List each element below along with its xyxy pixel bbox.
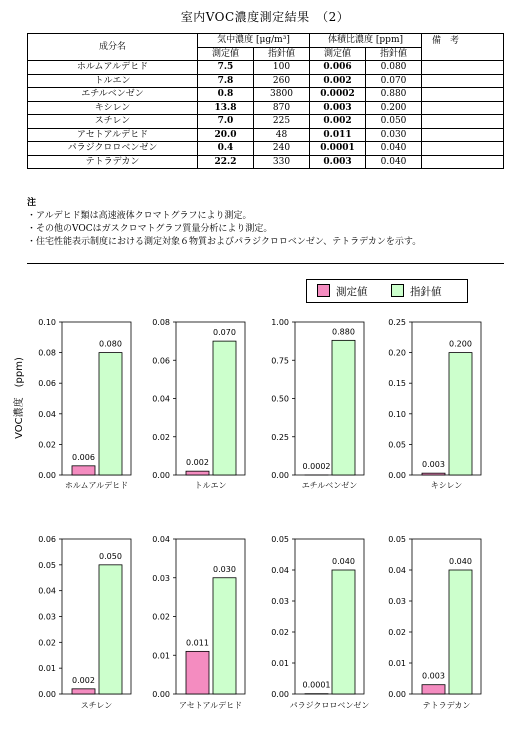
bar-guideline (449, 570, 472, 694)
y-tick-label: 0.00 (388, 471, 406, 480)
y-tick-label: 0.06 (152, 356, 170, 366)
legend-label-guideline: 指針値 (410, 286, 442, 298)
note-item: ・アルデヒド類は高速液体クロマトグラフにより測定。 (27, 211, 252, 221)
data-label: 0.040 (332, 557, 355, 566)
header-ppm-measured: 測定値 (310, 47, 366, 61)
data-label: 0.080 (99, 339, 122, 349)
category-label: キシレン (430, 481, 463, 490)
y-tick-label: 0.05 (38, 560, 56, 570)
data-label: 0.011 (186, 638, 209, 648)
data-label: 0.0002 (302, 461, 331, 471)
air-guideline-cell: 260 (254, 74, 310, 88)
bar-measured (186, 471, 209, 475)
bar-guideline (99, 353, 122, 475)
bar-guideline (213, 341, 236, 475)
ppm-guideline-cell: 0.880 (366, 88, 422, 102)
header-vol-ratio: 体積比濃度 [ppm] (310, 34, 422, 48)
data-label: 0.040 (449, 557, 472, 566)
air-measured-cell: 20.0 (198, 128, 254, 142)
y-tick-label: 0.00 (152, 690, 170, 699)
y-tick-label: 0.02 (38, 440, 56, 450)
y-tick-label: 0.15 (388, 379, 406, 389)
y-tick-label: 0.00 (38, 690, 56, 699)
y-tick-label: 0.00 (388, 690, 406, 699)
data-label: 0.880 (332, 327, 355, 337)
y-tick-label: 0.02 (152, 612, 170, 622)
y-tick-label: 0.02 (388, 628, 406, 637)
category-label: パラジクロロベンゼン (289, 701, 370, 710)
bar-guideline (213, 578, 236, 694)
y-tick-label: 0.01 (388, 659, 406, 668)
bar-measured (72, 689, 95, 694)
notes-heading: 注 (27, 198, 37, 208)
ppm-guideline-cell: 0.050 (366, 115, 422, 129)
y-tick-label: 0.04 (152, 394, 170, 404)
component-name: ホルムアルデヒド (28, 61, 198, 75)
y-tick-label: 0.00 (38, 471, 56, 480)
air-measured-cell: 0.4 (198, 142, 254, 156)
ppm-guideline-cell: 0.070 (366, 74, 422, 88)
category-label: アセトアルデヒド (178, 701, 243, 710)
data-label: 0.002 (72, 675, 95, 685)
ppm-measured-cell: 0.002 (310, 115, 366, 129)
header-air-conc: 気中濃度 [μg/m³] (198, 34, 310, 48)
y-tick-label: 0.00 (271, 690, 289, 699)
data-label: 0.030 (213, 564, 236, 574)
ppm-measured-cell: 0.003 (310, 101, 366, 115)
bar-guideline (332, 340, 355, 475)
header-remarks: 備 考 (422, 34, 504, 48)
y-tick-label: 0.20 (388, 348, 406, 358)
y-tick-label: 0.04 (271, 566, 289, 575)
air-guideline-cell: 330 (254, 155, 310, 169)
category-label: テトラデカン (422, 701, 471, 710)
y-tick-label: 0.00 (152, 471, 170, 480)
y-tick-label: 0.50 (271, 394, 289, 404)
air-guideline-cell: 3800 (254, 88, 310, 102)
bar-measured (72, 466, 95, 475)
bar-measured (186, 651, 209, 694)
header-component: 成分名 (28, 34, 198, 61)
y-tick-label: 0.02 (38, 638, 56, 648)
data-label: 0.0001 (302, 680, 331, 690)
bar-measured (422, 473, 445, 475)
air-measured-cell: 7.5 (198, 61, 254, 75)
bar-guideline (449, 353, 472, 475)
ppm-guideline-cell: 0.080 (366, 61, 422, 75)
data-label: 0.002 (186, 458, 209, 468)
data-label: 0.003 (422, 460, 445, 470)
y-tick-label: 0.25 (388, 318, 406, 327)
note-item: ・その他のVOCはガスクロマトグラフ質量分析により測定。 (27, 224, 273, 234)
bar-guideline (99, 565, 122, 694)
ppm-guideline-cell: 0.040 (366, 142, 422, 156)
y-tick-label: 0.03 (388, 597, 406, 606)
y-tick-label: 0.02 (271, 628, 289, 637)
ppm-measured-cell: 0.003 (310, 155, 366, 169)
ppm-measured-cell: 0.0001 (310, 142, 366, 156)
air-guideline-cell: 225 (254, 115, 310, 129)
page-title: 室内VOC濃度測定結果 （2） (180, 10, 350, 24)
air-guideline-cell: 240 (254, 142, 310, 156)
category-label: エチルベンゼン (301, 481, 358, 490)
y-tick-label: 0.04 (38, 409, 56, 419)
y-tick-label: 0.05 (388, 440, 406, 450)
data-label: 0.200 (449, 339, 472, 349)
header-air-guideline: 指針値 (254, 47, 310, 61)
y-tick-label: 0.08 (152, 318, 170, 327)
ppm-guideline-cell: 0.040 (366, 155, 422, 169)
category-label: トルエン (194, 481, 227, 490)
y-tick-label: 0.04 (152, 535, 170, 544)
y-tick-label: 0.10 (388, 409, 406, 419)
y-tick-label: 0.03 (38, 612, 56, 622)
data-label: 0.006 (72, 452, 95, 462)
header-ppm-guideline: 指針値 (366, 47, 422, 61)
component-name: キシレン (28, 101, 198, 115)
y-tick-label: 0.01 (271, 659, 289, 668)
y-tick-label: 0.25 (271, 432, 289, 442)
y-tick-label: 0.04 (38, 586, 56, 596)
y-tick-label: 0.10 (38, 318, 56, 327)
y-tick-label: 0.08 (38, 348, 56, 358)
y-tick-label: 1.00 (271, 318, 289, 327)
ppm-measured-cell: 0.002 (310, 74, 366, 88)
data-label: 0.003 (422, 671, 445, 681)
y-tick-label: 0.01 (38, 664, 56, 674)
air-guideline-cell: 870 (254, 101, 310, 115)
data-label: 0.070 (213, 328, 236, 338)
y-tick-label: 0.06 (38, 379, 56, 389)
y-tick-label: 0.03 (152, 573, 170, 583)
y-tick-label: 0.01 (152, 651, 170, 661)
air-measured-cell: 7.8 (198, 74, 254, 88)
air-measured-cell: 22.2 (198, 155, 254, 169)
air-measured-cell: 0.8 (198, 88, 254, 102)
y-tick-label: 0.05 (271, 535, 289, 544)
bar-guideline (332, 570, 355, 694)
y-tick-label: 0.06 (38, 535, 56, 544)
legend-label-measured: 測定値 (336, 286, 368, 298)
air-measured-cell: 13.8 (198, 101, 254, 115)
component-name: トルエン (28, 74, 198, 88)
ppm-guideline-cell: 0.030 (366, 128, 422, 142)
ppm-guideline-cell: 0.200 (366, 101, 422, 115)
air-measured-cell: 7.0 (198, 115, 254, 129)
category-label: スチレン (80, 701, 113, 710)
note-item: ・住宅性能表示制度における測定対象６物質およびパラジクロロベンゼン、テトラデカンを示す。 (27, 237, 422, 247)
data-label: 0.050 (99, 551, 122, 561)
y-tick-label: 0.02 (152, 432, 170, 442)
y-tick-label: 0.75 (271, 356, 289, 366)
y-tick-label: 0.00 (271, 471, 289, 480)
y-tick-label: 0.05 (388, 535, 406, 544)
y-axis-title: VOC濃度 (ppm) (14, 357, 25, 439)
component-name: パラジクロロベンゼン (28, 142, 198, 156)
y-tick-label: 0.04 (388, 566, 406, 575)
air-guideline-cell: 100 (254, 61, 310, 75)
y-tick-label: 0.03 (271, 597, 289, 606)
ppm-measured-cell: 0.0002 (310, 88, 366, 102)
component-name: スチレン (28, 115, 198, 129)
component-name: エチルベンゼン (28, 88, 198, 102)
bar-measured (422, 685, 445, 694)
ppm-measured-cell: 0.006 (310, 61, 366, 75)
header-air-measured: 測定値 (198, 47, 254, 61)
category-label: ホルムアルデヒド (64, 481, 129, 490)
air-guideline-cell: 48 (254, 128, 310, 142)
component-name: アセトアルデヒド (28, 128, 198, 142)
component-name: テトラデカン (28, 155, 198, 169)
ppm-measured-cell: 0.011 (310, 128, 366, 142)
